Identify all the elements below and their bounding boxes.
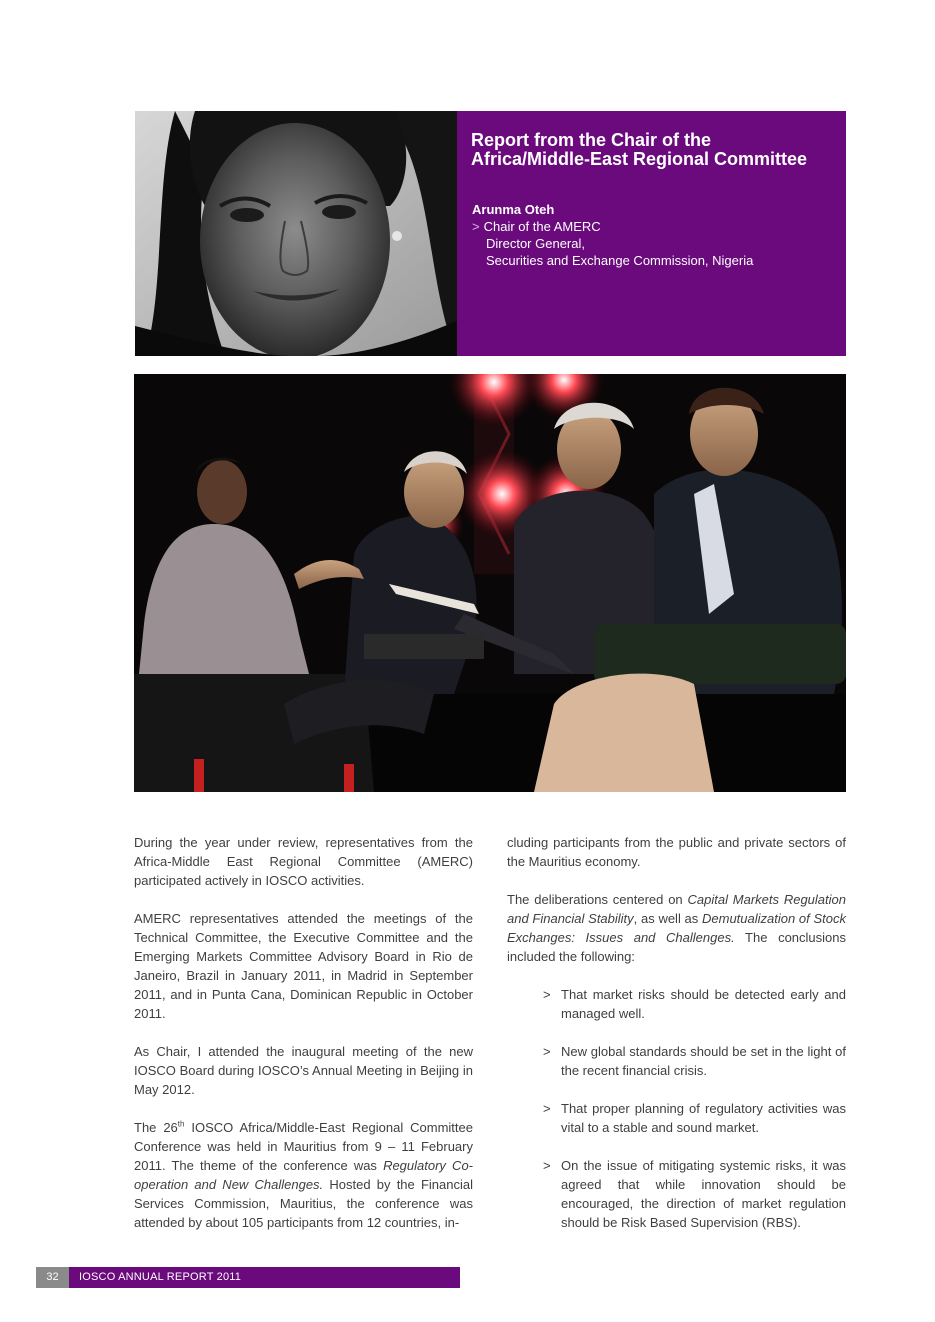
portrait-photo xyxy=(135,111,457,356)
report-title-line2: Africa/Middle-East Regional Committee xyxy=(471,149,808,169)
text-run: The conclusions included the following: xyxy=(507,930,846,964)
footer-label: IOSCO ANNUAL REPORT 2011 xyxy=(79,1271,242,1283)
list-item xyxy=(507,1156,846,1232)
list-item-text: New global standards should be set in the light of the recent financial crisis. xyxy=(561,1044,846,1078)
body-column-right xyxy=(507,833,846,1251)
bullet-marker-icon: > xyxy=(472,219,480,234)
report-title-line1: Report from the Chair of the xyxy=(471,130,712,150)
paragraph xyxy=(507,890,846,966)
conference-panel-photo xyxy=(134,374,846,792)
paragraph xyxy=(134,1118,473,1232)
author-role-1 xyxy=(472,218,753,235)
text-run: The 26 xyxy=(134,1120,178,1135)
topic-title: Demutualization of Stock Exchanges: Issues and Challenges. xyxy=(507,911,846,945)
paragraph: As Chair, I attended the inaugural meeting of the new IOSCO Board during IOSCO’s Annual Meeting in Beijing in May 2012. xyxy=(134,1044,473,1097)
list-item xyxy=(507,985,846,1023)
list-item xyxy=(507,1099,846,1137)
body-column-left xyxy=(134,833,473,1251)
bullet-marker-icon: > xyxy=(543,987,551,1002)
text-run: IOSCO Africa/Middle-East Regional Committee Conference was held in Mauritius from 9 – 11 February 2011. The theme of the conference was xyxy=(134,1120,473,1173)
paragraph: cluding participants from the public and private sectors of the Mauritius economy. xyxy=(507,835,846,869)
paragraph: During the year under review, representatives from the Africa-Middle East Regional Committee (AMERC) participated actively in IOSCO activities. xyxy=(134,835,473,888)
bullet-marker-icon: > xyxy=(543,1044,551,1059)
bullet-marker-icon: > xyxy=(543,1158,551,1173)
text-run: Hosted by the Financial Services Commission, Mauritius, the conference was attended by about 105 participants from 12 countries, in- xyxy=(134,1177,473,1230)
text-run: The deliberations centered on xyxy=(507,892,688,907)
author-role-2: Director General, xyxy=(486,236,585,251)
paragraph: AMERC representatives attended the meetings of the Technical Committee, the Executive Committee and the Emerging Markets Committee Advisory Board in Rio de Janeiro, Brazil in January 2011, in Madrid in September 2011, and in Punta Cana, Dominican Republic in October 2011. xyxy=(134,911,473,1021)
author-name: Arunma Oteh xyxy=(472,202,555,217)
list-item-text: That market risks should be detected early and managed well. xyxy=(561,987,846,1021)
report-title xyxy=(471,131,831,169)
conclusions-list xyxy=(507,985,846,1232)
topic-title: Capital Markets Regulation and Financial Stability xyxy=(507,892,846,926)
list-item-text: On the issue of mitigating systemic risks, it was agreed that while innovation should be encouraged, the direction of market regulation should be Risk Based Supervision (RBS). xyxy=(561,1158,846,1230)
page-footer xyxy=(36,1267,460,1288)
author-role-1-text: Chair of the AMERC xyxy=(483,219,601,234)
ordinal-suffix: th xyxy=(177,1119,185,1129)
report-header-panel xyxy=(457,111,846,356)
author-role-3: Securities and Exchange Commission, Nigeria xyxy=(486,253,754,268)
text-run: , as well as xyxy=(633,911,702,926)
bullet-marker-icon: > xyxy=(543,1101,551,1116)
page-number: 32 xyxy=(36,1267,69,1288)
author-block xyxy=(472,201,753,269)
list-item xyxy=(507,1042,846,1080)
conference-theme: Regulatory Co-operation and New Challenges. xyxy=(134,1158,473,1192)
list-item-text: That proper planning of regulatory activities was vital to a stable and sound market. xyxy=(561,1101,846,1135)
